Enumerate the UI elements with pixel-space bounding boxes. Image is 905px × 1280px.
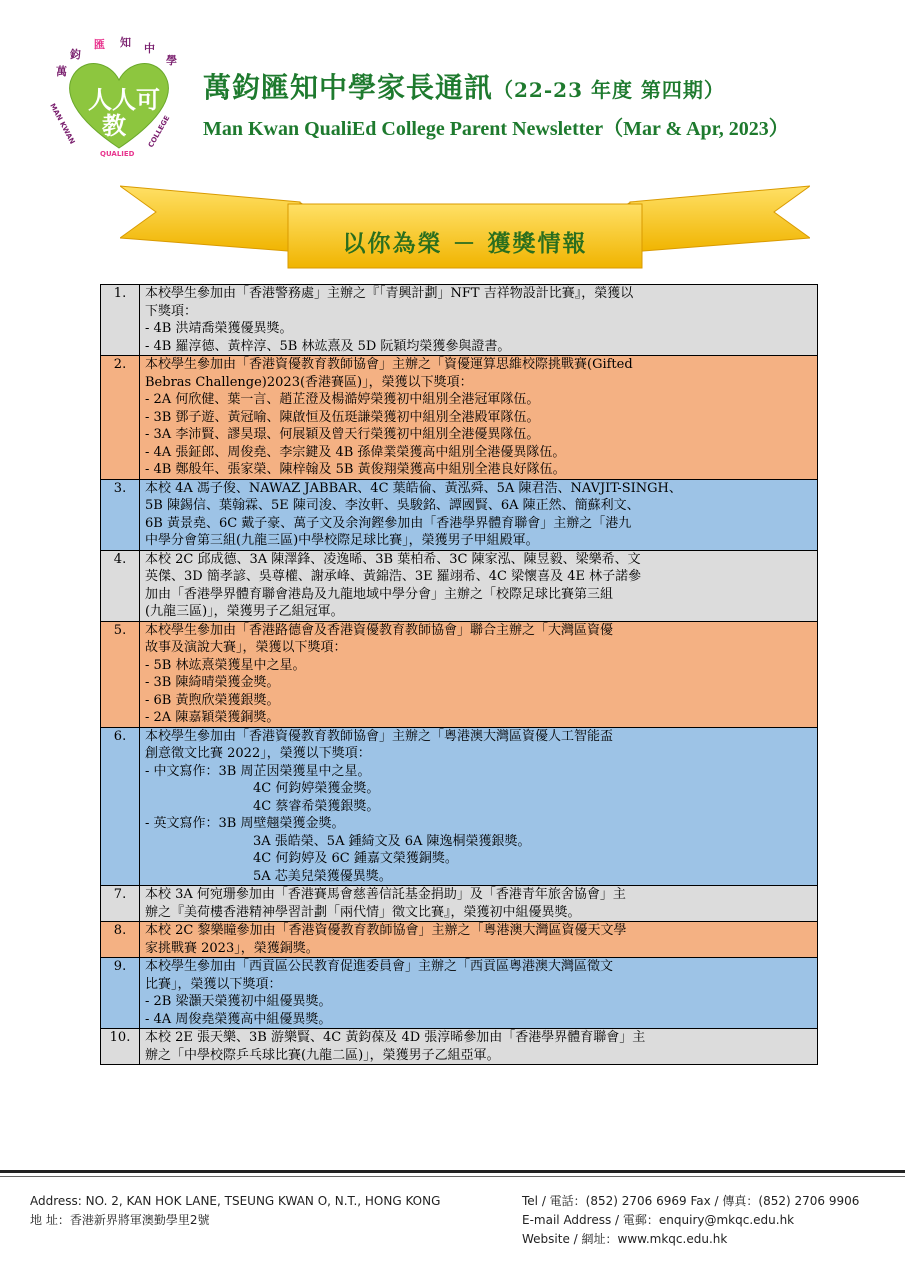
table-row: [101, 922, 818, 958]
award-description: [140, 356, 818, 480]
award-line: - 2B 梁灝天榮獲初中組優異獎。: [145, 994, 332, 1009]
award-line: 4C 何鈞婷及 6C 鍾嘉文榮獲銅獎。: [253, 851, 458, 866]
award-line: - 4B 羅淳德、黃梓淳、5B 林竑熹及 5D 阮穎均榮獲參與證書。: [145, 338, 511, 354]
section-banner: [120, 180, 810, 280]
award-line: - 4A 周俊堯榮獲高中組優異獎。: [145, 1011, 332, 1027]
award-line: - 3A 李沛賢、謬昊璟、何展穎及曾天行榮獲初中組別全港優異隊伍。: [145, 427, 540, 442]
award-line: - 英文寫作：3B 周壁翹榮獲金獎。: [145, 816, 345, 831]
award-line: 中學分會第三組(九龍三區)中學校際足球比賽」，榮獲男子甲組殿軍。: [145, 533, 539, 548]
award-line: 6B 黃景堯、6C 戴子豪、萬子文及余洵鏗參加由「香港學界體育聯會」主辦之「港九: [145, 515, 632, 531]
award-line: 5B 陳錫信、葉翰霖、5E 陳司浚、李汝軒、吳駿銘、譚國賢、6A 陳正然、簡蘇利文、: [145, 498, 640, 513]
logo-arc-char: 學: [166, 54, 177, 67]
award-line: - 5B 林竑熹榮獲星中之星。: [145, 657, 306, 673]
award-line: 家挑戰賽 2023」，榮獲銅獎。: [145, 940, 319, 956]
award-line: - 3B 陳綺晴榮獲金獎。: [145, 675, 280, 690]
award-line: - 4B 鄭般年、張家榮、陳梓翰及 5B 黃俊翔榮獲高中組別全港良好隊伍。: [145, 462, 566, 477]
table-row: [101, 550, 818, 621]
award-line: - 2A 何欣健、葉一言、趙芷澄及楊澔婷榮獲初中組別全港冠軍隊伍。: [145, 392, 540, 407]
table-row: [101, 1029, 818, 1065]
award-description: [140, 479, 818, 550]
item-number: 3.: [101, 479, 140, 550]
award-line: 本校 4A 馮子俊、NAWAZ JABBAR、4C 葉皓倫、黃泓舜、5A 陳君浩、NAVJIT-SINGH、: [145, 480, 682, 496]
table-row: [101, 886, 818, 922]
award-line: - 中文寫作：3B 周芷因榮獲星中之星。: [145, 763, 371, 779]
award-line: 4C 何鈞婷榮獲金獎。: [253, 781, 380, 796]
award-line: - 6B 黃煦欣榮獲銀獎。: [145, 692, 280, 708]
award-line: 英傑、3D 簡孝諺、吳尊權、謝承峰、黃錦浩、3E 羅翊希、4C 梁懷喜及 4E 林子諾參: [145, 569, 642, 584]
table-row: [101, 621, 818, 727]
logo-arc-char: 知: [120, 36, 131, 49]
award-line: 下獎項：: [145, 303, 198, 319]
table-row: [101, 285, 818, 356]
item-number: 1.: [101, 285, 140, 356]
award-line: 本校 3A 何宛珊參加由「香港賽馬會慈善信託基金捐助」及「香港青年旅舍協會」主: [145, 887, 626, 902]
item-number: 2.: [101, 356, 140, 480]
tel-fax: Tel / 電話：(852) 2706 6969 Fax / 傳真：(852) 2706 9906: [522, 1194, 860, 1208]
award-line: 本校 2C 邱成德、3A 陳澤鋒、凌逸晞、3B 葉柏希、3C 陳家泓、陳昱毅、梁樂希、文: [145, 551, 641, 567]
award-line: 加由「香港學界體育聯會港島及九龍地域中學分會」主辦之「校際足球比賽第三組: [145, 586, 614, 602]
award-line: - 2A 陳嘉穎榮獲銅獎。: [145, 710, 280, 725]
newsletter-title-en: Man Kwan QualiEd College Parent Newsletter（Mar & Apr, 2023）: [203, 118, 789, 140]
footer-contact: [522, 1192, 859, 1249]
award-line: 故事及演說大賽」，榮獲以下獎項：: [145, 640, 347, 655]
item-number: 9.: [101, 958, 140, 1029]
title-zh-text: 萬鈞匯知中學家長通訊: [203, 71, 494, 104]
table-row: [101, 479, 818, 550]
logo-heart-text: 人人可: [88, 86, 160, 114]
award-line: - 3B 鄧子遊、黃冠喻、陳啟恒及伍珽謙榮獲初中組別全港殿軍隊伍。: [145, 409, 540, 425]
website-link[interactable]: Website / 網址：www.mkqc.edu.hk: [522, 1232, 728, 1246]
address-en: Address: NO. 2, KAN HOK LANE, TSEUNG KWAN O, N.T., HONG KONG: [30, 1194, 441, 1208]
award-line: 3A 張皓榮、5A 鍾綺文及 6A 陳逸桐榮獲銀獎。: [253, 833, 531, 849]
award-line: 本校學生參加由「香港資優教育教師協會」主辦之「粵港澳大灣區資優人工智能盃: [145, 728, 614, 744]
award-line: Bebras Challenge)2023(香港賽區)」，榮獲以下獎項：: [145, 374, 473, 390]
heart-logo-icon: [44, 30, 194, 160]
award-line: 本校學生參加由「西貢區公民教育促進委員會」主辦之「西貢區粵港澳大灣區徵文: [145, 959, 614, 974]
award-description: [140, 886, 818, 922]
awards-table: [100, 284, 818, 1065]
award-line: 本校 2E 張天樂、3B 游樂賢、4C 黃鈞葆及 4D 張淳晞參加由「香港學界體育聯會」主: [145, 1030, 646, 1045]
newsletter-title-zh: [203, 66, 725, 106]
award-description: [140, 922, 818, 958]
item-number: 5.: [101, 621, 140, 727]
logo-arc-en: MAN KWAN: [48, 102, 77, 146]
award-description: [140, 621, 818, 727]
address-zh: 地 址：香港新界將軍澳勤學里2號: [30, 1213, 210, 1227]
award-line: 本校學生參加由「香港警務處」主辦之『「青興計劃」NFT 吉祥物設計比賽』，榮獲以: [145, 286, 634, 301]
banner-title: 以你為榮 － 獲獎情報: [342, 231, 588, 257]
table-row: [101, 727, 818, 886]
award-line: - 4B 洪靖喬榮獲優異獎。: [145, 321, 293, 336]
award-line: - 4A 張鉦郎、周俊堯、李宗鍵及 4B 孫偉業榮獲高中組別全港優異隊伍。: [145, 444, 566, 460]
award-line: (九龍三區)」，榮獲男子乙組冠軍。: [145, 604, 344, 619]
footer-address: [30, 1192, 440, 1230]
award-description: [140, 958, 818, 1029]
footer-divider: [0, 1176, 905, 1177]
award-line: 本校 2C 黎樂瞳參加由「香港資優教育教師協會」主辦之「粵港澳大灣區資優天文學: [145, 923, 627, 938]
school-logo: [44, 30, 194, 160]
award-description: [140, 550, 818, 621]
table-row: [101, 958, 818, 1029]
logo-heart-text: 教: [102, 112, 126, 140]
award-line: 辦之『美荷樓香港精神學習計劃「兩代情」徵文比賽』，榮獲初中組優異獎。: [145, 904, 581, 920]
logo-arc-en: QUALIED: [100, 150, 135, 158]
award-description: [140, 285, 818, 356]
item-number: 8.: [101, 922, 140, 958]
item-number: 7.: [101, 886, 140, 922]
award-description: [140, 727, 818, 886]
logo-arc-char: 匯: [94, 38, 105, 51]
logo-arc-char: 中: [144, 42, 155, 55]
award-line: 創意徵文比賽 2022」，榮獲以下獎項：: [145, 746, 371, 761]
award-line: 4C 蔡睿希榮獲銀獎。: [253, 798, 380, 814]
item-number: 10.: [101, 1029, 140, 1065]
award-line: 辦之「中學校際乒乓球比賽(九龍二區)」，榮獲男子乙組亞軍。: [145, 1047, 500, 1063]
issue-label: （22-23 年度 第四期）: [493, 78, 725, 102]
award-line: 本校學生參加由「香港路德會及香港資優教育教師協會」聯合主辦之「大灣區資優: [145, 622, 614, 638]
logo-arc-char: 萬: [56, 65, 67, 78]
award-line: 本校學生參加由「香港資優教育教師協會」主辦之「資優運算思維校際挑戰賽(Gifted: [145, 357, 633, 372]
award-line: 5A 芯美兒榮獲優異獎。: [253, 868, 392, 884]
item-number: 4.: [101, 550, 140, 621]
item-number: 6.: [101, 727, 140, 886]
footer-divider: [0, 1170, 905, 1173]
email-link[interactable]: E-mail Address / 電郵：enquiry@mkqc.edu.hk: [522, 1213, 795, 1227]
award-line: 比賽」，榮獲以下獎項：: [145, 976, 282, 992]
award-description: [140, 1029, 818, 1065]
table-row: [101, 356, 818, 480]
logo-arc-en: COLLEGE: [146, 114, 172, 149]
logo-arc-char: 鈞: [70, 48, 81, 61]
